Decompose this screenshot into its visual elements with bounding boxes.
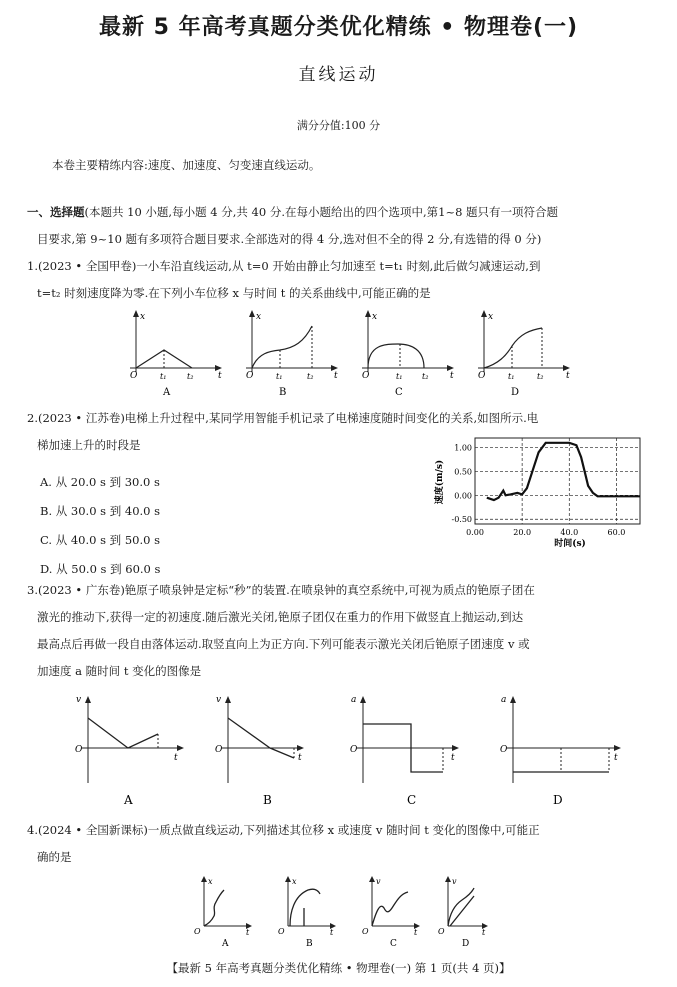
axis-label: t	[334, 371, 338, 381]
t2-label: t₂	[537, 372, 544, 381]
t1-label: t₁	[276, 372, 283, 381]
q1-line2: t=t₂ 时刻速度降为零.在下列小车位移 x 与时间 t 的关系曲线中,可能正确的是	[37, 286, 431, 300]
q4-figures	[190, 872, 490, 950]
chapter-subtitle: 直线运动	[298, 65, 379, 85]
axis-label: v	[216, 695, 222, 705]
origin-label: O	[478, 371, 486, 381]
axis-label: v	[76, 695, 82, 705]
q2-line1: 2.(2023 • 江苏卷)电梯上升过程中,某同学用智能手机记录了电梯速度随时间变化的关系,如图所示.电	[27, 411, 539, 425]
axis-label: t	[218, 371, 222, 381]
t2-label: t₂	[422, 372, 429, 381]
x-tick-label: 20.0	[513, 528, 532, 537]
x-axis-label: 时间(s)	[554, 539, 586, 549]
option-label: C	[407, 793, 417, 807]
origin-label: O	[500, 745, 508, 755]
question-1	[27, 253, 657, 307]
t2-label: t₂	[187, 372, 194, 381]
option-label: A	[222, 939, 229, 949]
q1-figures	[110, 308, 570, 400]
option-label: B	[263, 793, 272, 807]
q3-figures	[60, 688, 630, 813]
q2-line2: 梯加速上升的时段是	[37, 438, 141, 452]
t1-label: t₁	[396, 372, 403, 381]
grid	[475, 438, 640, 524]
q1-graph-b	[246, 310, 338, 398]
axis-label: v	[376, 877, 381, 886]
q1-graph-d	[478, 310, 570, 398]
q2-option-a: A. 从 20.0 s 到 30.0 s	[40, 475, 160, 489]
q1-graph-a	[130, 310, 222, 398]
q2-options	[40, 468, 160, 584]
t2-label: t₂	[307, 372, 314, 381]
origin-label: O	[215, 745, 223, 755]
y-tick-label: 0.50	[454, 467, 472, 477]
origin-label: O	[362, 927, 369, 936]
axis-label: t	[246, 928, 250, 937]
axis-label: a	[351, 695, 357, 705]
axis-label: x	[256, 312, 262, 322]
q3-line2: 激光的推动下,获得一定的初速度.随后激光关闭,铯原子团仅在重力的作用下做竖直上抛运动,到达	[37, 610, 524, 624]
option-label: D	[511, 387, 520, 398]
axis-label: x	[372, 312, 378, 322]
t1-label: t₁	[160, 372, 167, 381]
x-tick-label: 40.0	[560, 528, 579, 537]
origin-label: O	[194, 927, 201, 936]
origin-label: O	[246, 371, 254, 381]
q3-graph-d	[500, 695, 621, 807]
origin-label: O	[362, 371, 370, 381]
y-tick-label: -0.50	[451, 515, 472, 525]
axis-label: x	[208, 877, 213, 886]
q2-option-b: B. 从 30.0 s 到 40.0 s	[40, 504, 161, 518]
q1-graph-c	[362, 310, 454, 398]
option-label: D	[462, 939, 470, 949]
origin-label: O	[278, 927, 285, 936]
x-tick-label: 0.00	[466, 528, 484, 537]
question-3	[27, 577, 657, 685]
option-label: B	[279, 387, 287, 398]
q4-line1: 4.(2024 • 全国新课标)一质点做直线运动,下列描述其位移 x 或速度 v 随时间 t 变化的图像中,可能正	[27, 823, 540, 837]
instructions-line2: 目要求,第 9~10 题有多项符合题目要求.全部选对的得 4 分,选对但不全的得 2 分,有选错的得 0 分)	[37, 232, 542, 246]
origin-label: O	[438, 927, 445, 936]
q3-line3: 最高点后再做一段自由落体运动.取竖直向上为正方向.下列可能表示激光关闭后铯原子团速度 v 或	[37, 637, 530, 651]
t1-label: t₁	[508, 372, 515, 381]
tick-labels	[451, 444, 625, 537]
q4-graph-c	[362, 876, 420, 949]
axis-label: t	[451, 753, 455, 763]
q3-graph-b	[215, 695, 304, 807]
q3-graph-c	[350, 695, 459, 807]
axis-label: t	[330, 928, 334, 937]
page-footer: 【最新 5 年高考真题分类优化精练 • 物理卷(一) 第 1 页(共 4 页)】	[166, 961, 511, 975]
axis-label: t	[482, 928, 486, 937]
full-score: 满分分值:100 分	[296, 119, 381, 132]
origin-label: O	[130, 371, 138, 381]
q2-option-c: C. 从 40.0 s 到 50.0 s	[40, 533, 160, 547]
section-heading: 一、选择题	[27, 205, 85, 219]
q3-line4: 加速度 a 随时间 t 变化的图像是	[37, 664, 202, 678]
x-tick-label: 60.0	[607, 528, 626, 537]
y-tick-label: 1.00	[454, 443, 472, 453]
axis-label: t	[174, 753, 178, 763]
option-label: A	[124, 793, 133, 807]
q3-line1: 3.(2023 • 广东卷)铯原子喷泉钟是定标“秒”的装置.在喷泉钟的真空系统中,可视为质点的铯原子团在	[27, 583, 535, 597]
axis-label: x	[292, 877, 297, 886]
axis-label: a	[501, 695, 507, 705]
axis-label: t	[566, 371, 570, 381]
y-tick-label: 0.00	[454, 491, 472, 501]
origin-label: O	[350, 745, 358, 755]
origin-label: O	[75, 745, 83, 755]
q3-graph-a	[75, 695, 184, 807]
option-label: B	[306, 939, 313, 949]
axis-label: t	[614, 753, 618, 763]
y-axis-label: 速度(m/s)	[435, 459, 445, 505]
axis-label: t	[450, 371, 454, 381]
q4-line2: 确的是	[37, 850, 72, 864]
plot-frame	[475, 438, 640, 524]
page-title: 最新 5 年高考真题分类优化精练 • 物理卷(一)	[98, 15, 579, 40]
q1-line1: 1.(2023 • 全国甲卷)一小车沿直线运动,从 t=0 开始由静止匀加速至 t=t₁ 时刻,此后做匀减速运动,到	[27, 259, 541, 273]
q2-velocity-chart	[420, 432, 660, 554]
section-instructions	[27, 199, 655, 253]
option-label: C	[395, 387, 403, 398]
axis-label: v	[452, 877, 457, 886]
axis-label: x	[140, 312, 146, 322]
axis-label: x	[488, 312, 494, 322]
axis-label: t	[298, 753, 302, 763]
scope-text: 本卷主要精练内容:速度、加速度、匀变速直线运动。	[52, 158, 321, 172]
option-label: A	[163, 387, 171, 398]
option-label: C	[390, 939, 397, 949]
axis-label: t	[414, 928, 418, 937]
q4-graph-d	[438, 876, 488, 949]
q4-graph-b	[278, 876, 336, 949]
q2-option-d: D. 从 50.0 s 到 60.0 s	[40, 562, 161, 576]
question-4	[27, 817, 657, 871]
q4-graph-a	[194, 876, 252, 949]
instructions-line1: (本题共 10 小题,每小题 4 分,共 40 分.在每小题给出的四个选项中,第1~8 题只有一项符合题	[84, 205, 559, 219]
option-label: D	[553, 793, 563, 807]
